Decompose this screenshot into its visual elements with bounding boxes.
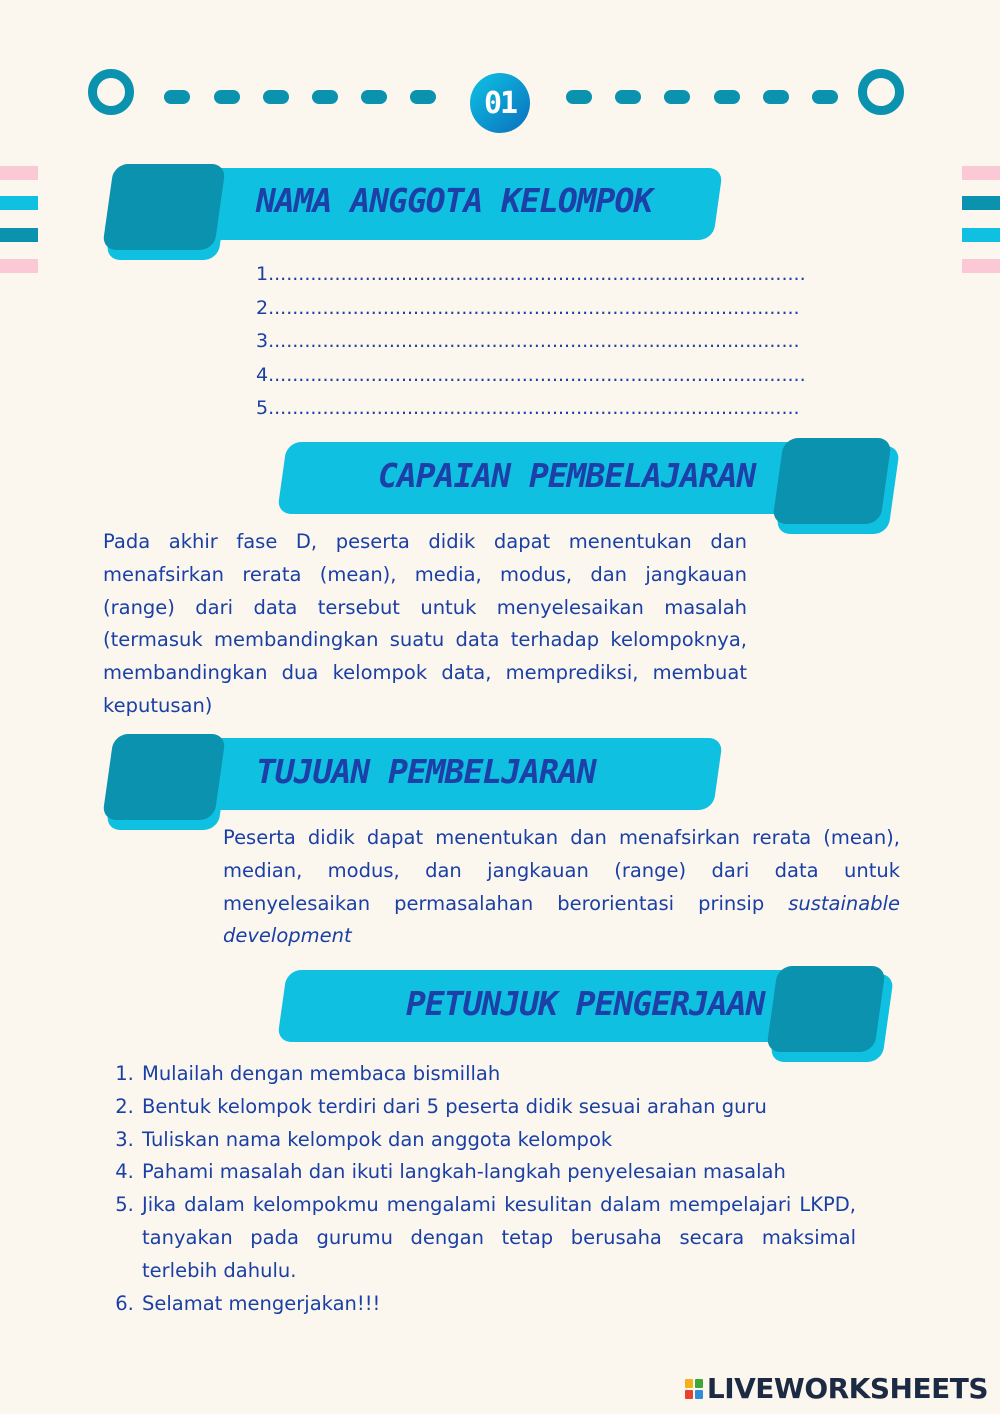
member-line[interactable]: 2........................................................................................ [256, 296, 800, 319]
member-line[interactable]: 3........................................................................................ [256, 330, 800, 352]
instruction-step: 3. Tuliskan nama kelompok dan anggota kelompok [140, 1124, 856, 1157]
stripe [0, 196, 38, 210]
dash [566, 90, 592, 104]
goals-text-main: Peserta didik dapat menentukan dan menafsirkan rerata (mean), median, modus, dan jangkauan (range) dari data untuk menyelesaikan permasalahan berorientasi prinsip [223, 826, 900, 915]
member-list [256, 258, 806, 426]
logo-text: LIVEWORKSHEETS [706, 1372, 988, 1405]
dash [812, 90, 838, 104]
dash [164, 90, 190, 104]
banner-block [772, 438, 892, 524]
goals-text-italic: sustainable development [223, 891, 900, 948]
banner-block [102, 734, 226, 820]
stripe [962, 228, 1000, 242]
dash [664, 90, 690, 104]
dash [714, 90, 740, 104]
ring-right-icon [858, 69, 904, 115]
banner-block [766, 966, 886, 1052]
instruction-step: 1. Mulailah dengan membaca bismillah [140, 1058, 856, 1091]
member-line[interactable]: 5........................................................................................ [256, 397, 800, 419]
banner-block [102, 164, 226, 250]
member-line[interactable]: 1......................................................................................... [256, 263, 806, 285]
dash [312, 90, 338, 104]
dash [361, 90, 387, 104]
instruction-step: 5. Jika dalam kelompokmu mengalami kesulitan dalam mempelajari LKPD, tanyakan pada gurumu dengan tetap berusaha secara maksimal terlebih dahulu. [140, 1189, 856, 1287]
stripe [0, 228, 38, 242]
member-line[interactable]: 4......................................................................................... [256, 363, 806, 386]
stripe [0, 166, 38, 180]
goals-text [223, 822, 900, 953]
goals-title: TUJUAN PEMBELJARAN [256, 752, 596, 791]
stripe [962, 166, 1000, 180]
stripe [962, 196, 1000, 210]
liveworksheets-logo[interactable] [685, 1372, 988, 1405]
dash [263, 90, 289, 104]
page-number-badge: 01 [470, 73, 530, 133]
stripe [0, 259, 38, 273]
dash [615, 90, 641, 104]
ring-left-icon [88, 69, 134, 115]
liveworksheets-icon [685, 1379, 703, 1399]
outcomes-text: Pada akhir fase D, peserta didik dapat menentukan dan menafsirkan rerata (mean), media, modus, dan jangkauan (range) dari data tersebut untuk menyelesaikan masalah (termasuk membandingkan suatu data terhadap kelompoknya, membandingkan dua kelompok data, memprediksi, membuat keputusan) [103, 530, 747, 717]
instructions-list [120, 1058, 856, 1320]
dash [410, 90, 436, 104]
members-title: NAMA ANGGOTA KELOMPOK [256, 181, 653, 220]
instructions-title: PETUNJUK PENGERJAAN [406, 984, 765, 1023]
instruction-step: 2. Bentuk kelompok terdiri dari 5 peserta didik sesuai arahan guru [140, 1091, 856, 1124]
stripe [962, 259, 1000, 273]
dash [763, 90, 789, 104]
instruction-step: 4. Pahami masalah dan ikuti langkah-langkah penyelesaian masalah [140, 1156, 856, 1189]
instruction-step: 6. Selamat mengerjakan!!! [140, 1288, 856, 1321]
outcomes-title: CAPAIAN PEMBELAJARAN [378, 456, 756, 495]
dash [214, 90, 240, 104]
